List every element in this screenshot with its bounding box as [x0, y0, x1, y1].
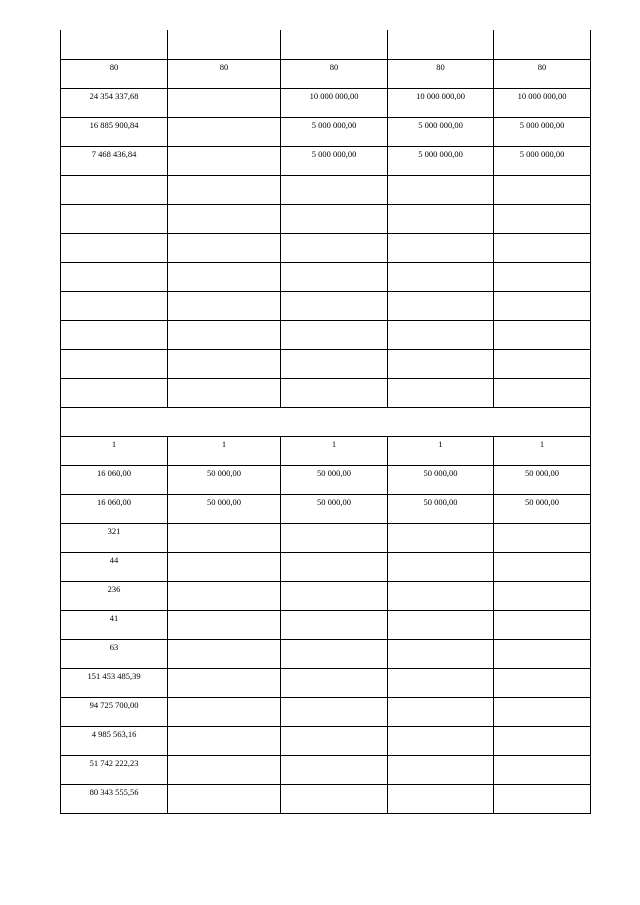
table-row	[61, 494, 591, 523]
table-cell	[281, 610, 388, 639]
table-cell	[494, 784, 591, 813]
table-cell	[494, 668, 591, 697]
table-cell	[494, 204, 591, 233]
table-row	[61, 291, 591, 320]
table-cell: 80	[388, 59, 494, 88]
table-cell: 5 000 000,00	[388, 117, 494, 146]
table-cell	[494, 697, 591, 726]
table-cell	[281, 233, 388, 262]
table-cell	[168, 668, 281, 697]
table-cell	[61, 378, 168, 407]
data-table	[60, 30, 591, 814]
table-cell	[168, 610, 281, 639]
table-row	[61, 523, 591, 552]
table-row	[61, 262, 591, 291]
table-cell	[388, 668, 494, 697]
table-cell: 80	[168, 59, 281, 88]
table-cell: 4 985 563,16	[61, 726, 168, 755]
table-cell: 151 453 485,39	[61, 668, 168, 697]
table-cell	[281, 784, 388, 813]
table-cell	[281, 378, 388, 407]
table-cell	[61, 175, 168, 204]
table-cell	[388, 639, 494, 668]
table-cell	[281, 320, 388, 349]
table-row	[61, 59, 591, 88]
table-cell	[494, 726, 591, 755]
table-cell: 1	[494, 436, 591, 465]
table-cell	[168, 262, 281, 291]
table-cell: 1	[281, 436, 388, 465]
table-cell: 10 000 000,00	[281, 88, 388, 117]
table-cell	[494, 175, 591, 204]
table-cell	[494, 320, 591, 349]
table-cell	[494, 639, 591, 668]
table-cell	[388, 726, 494, 755]
section-separator-cell	[61, 407, 591, 436]
table-cell: 50 000,00	[281, 494, 388, 523]
table-cell	[168, 117, 281, 146]
table-row	[61, 233, 591, 262]
table-cell: 44	[61, 552, 168, 581]
table-cell	[168, 523, 281, 552]
table-row	[61, 30, 591, 59]
table-cell	[388, 291, 494, 320]
table-cell	[388, 320, 494, 349]
table-row	[61, 784, 591, 813]
table-cell	[494, 378, 591, 407]
table-cell	[168, 755, 281, 784]
table-cell: 50 000,00	[494, 465, 591, 494]
table-cell	[168, 581, 281, 610]
table-cell	[494, 755, 591, 784]
table-cell	[281, 175, 388, 204]
table-cell: 5 000 000,00	[281, 146, 388, 175]
table-cell	[494, 262, 591, 291]
table-cell: 1	[61, 436, 168, 465]
table-cell	[494, 523, 591, 552]
table-cell	[168, 697, 281, 726]
table-cell	[388, 262, 494, 291]
table-row	[61, 668, 591, 697]
table-row	[61, 697, 591, 726]
table-cell	[61, 30, 168, 59]
table-cell	[388, 233, 494, 262]
table-cell	[388, 175, 494, 204]
table-cell	[388, 523, 494, 552]
table-cell	[168, 784, 281, 813]
table-cell	[494, 610, 591, 639]
table-cell: 63	[61, 639, 168, 668]
table-row	[61, 552, 591, 581]
table-cell: 50 000,00	[168, 494, 281, 523]
table-cell	[61, 349, 168, 378]
table-row	[61, 581, 591, 610]
table-row	[61, 465, 591, 494]
table-cell: 5 000 000,00	[494, 146, 591, 175]
table-cell	[281, 30, 388, 59]
table-row	[61, 407, 591, 436]
table-cell	[168, 726, 281, 755]
table-cell	[281, 755, 388, 784]
table-cell: 10 000 000,00	[388, 88, 494, 117]
table-cell: 80 343 555,56	[61, 784, 168, 813]
table-row	[61, 755, 591, 784]
table-row	[61, 436, 591, 465]
table-cell	[281, 726, 388, 755]
table-cell	[281, 262, 388, 291]
table-cell	[281, 291, 388, 320]
table-cell: 50 000,00	[388, 494, 494, 523]
table-cell	[168, 88, 281, 117]
table-cell: 321	[61, 523, 168, 552]
table-cell: 80	[494, 59, 591, 88]
table-cell	[281, 552, 388, 581]
table-row	[61, 610, 591, 639]
table-cell	[388, 610, 494, 639]
table-cell	[61, 291, 168, 320]
table-cell	[281, 639, 388, 668]
table-cell	[388, 378, 494, 407]
table-body	[61, 30, 591, 813]
table-cell: 80	[61, 59, 168, 88]
table-cell: 5 000 000,00	[388, 146, 494, 175]
table-cell: 16 060,00	[61, 465, 168, 494]
table-cell	[168, 204, 281, 233]
table-cell	[281, 581, 388, 610]
table-cell	[168, 233, 281, 262]
table-cell	[281, 697, 388, 726]
table-cell: 1	[168, 436, 281, 465]
table-cell	[388, 30, 494, 59]
table-cell	[61, 320, 168, 349]
table-cell: 236	[61, 581, 168, 610]
table-cell	[494, 581, 591, 610]
table-row	[61, 726, 591, 755]
table-cell	[281, 204, 388, 233]
table-cell: 80	[281, 59, 388, 88]
table-cell	[494, 291, 591, 320]
table-cell: 16 885 900,84	[61, 117, 168, 146]
table-cell	[494, 349, 591, 378]
table-cell	[61, 233, 168, 262]
table-cell	[168, 146, 281, 175]
table-cell	[388, 349, 494, 378]
table-cell	[388, 552, 494, 581]
table-cell	[494, 552, 591, 581]
table-cell	[61, 262, 168, 291]
table-cell: 94 725 700,00	[61, 697, 168, 726]
table-cell	[168, 349, 281, 378]
table-cell	[388, 204, 494, 233]
table-row	[61, 378, 591, 407]
table-row	[61, 204, 591, 233]
table-row	[61, 146, 591, 175]
table-cell	[168, 320, 281, 349]
table-cell	[494, 233, 591, 262]
table-row	[61, 117, 591, 146]
table-cell	[168, 552, 281, 581]
table-cell	[168, 378, 281, 407]
table-cell: 5 000 000,00	[281, 117, 388, 146]
table-cell: 16 060,00	[61, 494, 168, 523]
table-row	[61, 88, 591, 117]
table-cell	[388, 784, 494, 813]
table-cell: 50 000,00	[494, 494, 591, 523]
table-row	[61, 320, 591, 349]
table-cell: 1	[388, 436, 494, 465]
table-cell	[281, 668, 388, 697]
table-row	[61, 639, 591, 668]
table-cell	[281, 349, 388, 378]
table-cell	[494, 30, 591, 59]
table-cell	[168, 639, 281, 668]
table-row	[61, 349, 591, 378]
table-cell: 50 000,00	[388, 465, 494, 494]
table-cell	[281, 523, 388, 552]
table-cell	[168, 30, 281, 59]
table-cell: 51 742 222,23	[61, 755, 168, 784]
table-cell: 5 000 000,00	[494, 117, 591, 146]
table-cell	[388, 755, 494, 784]
table-cell: 24 354 337,68	[61, 88, 168, 117]
table-cell: 41	[61, 610, 168, 639]
table-cell	[168, 175, 281, 204]
table-cell: 50 000,00	[281, 465, 388, 494]
table-cell	[388, 697, 494, 726]
table-cell: 7 468 436,84	[61, 146, 168, 175]
table-cell: 50 000,00	[168, 465, 281, 494]
table-cell	[61, 204, 168, 233]
table-cell: 10 000 000,00	[494, 88, 591, 117]
table-cell	[168, 291, 281, 320]
table-cell	[388, 581, 494, 610]
table-row	[61, 175, 591, 204]
